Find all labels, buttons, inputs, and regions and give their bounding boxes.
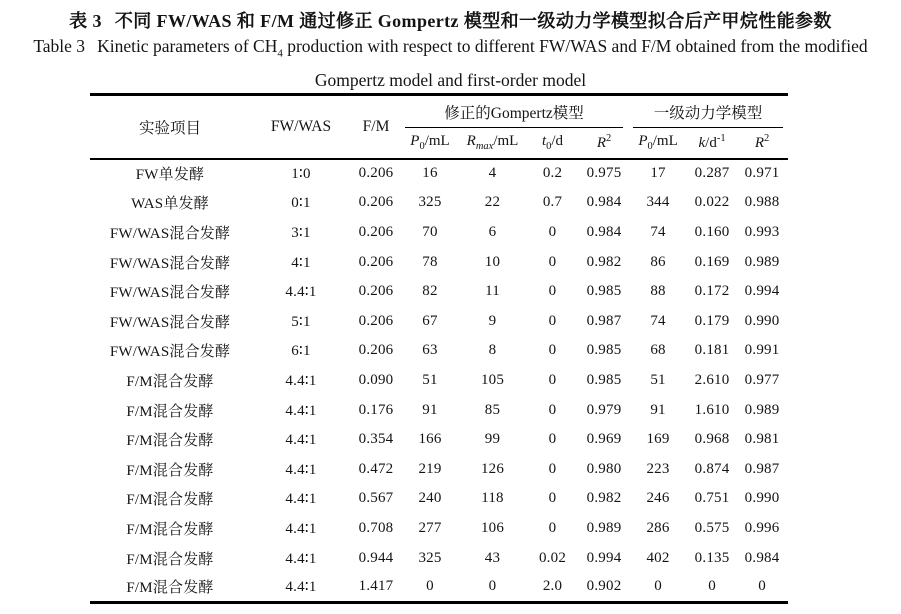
value-cell: 0.969	[586, 431, 622, 448]
value-cell: 78	[422, 253, 438, 270]
value-cell: 0.206	[358, 342, 394, 359]
value-cell: 4.4∶1	[285, 284, 317, 301]
value-cell: 0.902	[586, 578, 622, 595]
value-cell: 0	[548, 401, 557, 418]
value-cell: 82	[422, 283, 438, 300]
value-cell: 10	[484, 253, 501, 270]
value-cell: 16	[422, 165, 438, 182]
value-cell: 0.994	[744, 283, 780, 300]
table-row	[90, 159, 788, 189]
param-header-Rmax-per-mL: $R_{max}/mL$	[460, 128, 525, 159]
value-cell: 0.354	[358, 431, 394, 448]
experiment-label-cell: F/M混合发酵	[126, 521, 214, 538]
value-cell: 0.090	[358, 371, 394, 388]
value-cell: 0.984	[744, 549, 780, 566]
value-cell: 169	[646, 431, 670, 448]
table-title-zh	[0, 7, 901, 33]
value-cell: 43	[484, 549, 501, 566]
value-cell: 0.982	[586, 253, 622, 270]
value-cell: 0.022	[694, 194, 730, 211]
value-cell: 0.206	[358, 283, 394, 300]
table-title-zh-text: 不同 FW/WAS 和 F/M 通过修正 Gompertz 模型和一级动力学模型拟合后产甲烷性能参数	[114, 11, 832, 31]
table-number-en: Table 3	[33, 36, 86, 56]
experiment-label-cell: F/M混合发酵	[126, 373, 214, 390]
value-cell: 344	[646, 194, 670, 211]
table-row	[90, 484, 788, 514]
value-cell: 0.206	[358, 223, 394, 240]
value-cell: 1.417	[358, 578, 394, 595]
value-cell: 51	[422, 371, 438, 388]
value-cell: 0	[548, 253, 557, 270]
table-number-zh: 表 3	[69, 11, 102, 31]
value-cell: 22	[484, 194, 501, 211]
value-cell: 99	[484, 431, 501, 448]
value-cell: 219	[418, 460, 442, 477]
value-cell: 0.179	[694, 312, 730, 329]
value-cell: 0.980	[586, 460, 622, 477]
value-cell: 105	[480, 371, 505, 388]
table-title-en	[0, 33, 901, 93]
value-cell: 0.944	[358, 549, 394, 566]
value-cell: 2.610	[694, 371, 730, 388]
experiment-label-cell: FW/WAS混合发酵	[109, 314, 231, 331]
group-label-gompertz: 修正的Gompertz模型	[444, 104, 584, 122]
experiment-label-cell: F/M混合发酵	[126, 551, 214, 568]
experiment-label-cell: FW/WAS混合发酵	[109, 285, 231, 302]
value-cell: 0.971	[744, 165, 780, 182]
value-cell: 277	[418, 519, 442, 536]
value-cell: 4.4∶1	[285, 550, 317, 567]
value-cell: 4.4∶1	[285, 579, 317, 596]
table-row	[90, 218, 788, 248]
param-header-R-squared: $R^2$	[580, 128, 628, 159]
value-cell: 4.4∶1	[285, 491, 317, 508]
value-cell: 240	[418, 490, 442, 507]
value-cell: 63	[422, 342, 438, 359]
value-cell: 0∶1	[291, 195, 311, 212]
value-cell: 0.751	[694, 490, 730, 507]
value-cell: 0.2	[542, 165, 563, 182]
table-row	[90, 188, 788, 218]
experiment-label-cell: FW/WAS混合发酵	[109, 255, 231, 272]
table-row	[90, 366, 788, 396]
value-cell: 4.4∶1	[285, 432, 317, 449]
value-cell: 4.4∶1	[285, 520, 317, 537]
title-en-text-before-subscript: Kinetic parameters of CH	[97, 36, 278, 56]
value-cell: 88	[650, 283, 666, 300]
experiment-label-cell: F/M混合发酵	[126, 580, 214, 597]
table-title-en-line2: Gompertz model and first-order model	[314, 69, 587, 90]
table-title-en-line1	[0, 33, 901, 67]
value-cell: 4.4∶1	[285, 372, 317, 389]
table-row	[90, 514, 788, 544]
value-cell: 0.989	[744, 401, 780, 418]
value-cell: 246	[646, 490, 670, 507]
value-cell: 0.994	[586, 549, 622, 566]
value-cell: 0.206	[358, 253, 394, 270]
value-cell: 0	[654, 578, 662, 595]
experiment-label-cell: WAS单发酵	[131, 196, 209, 213]
value-cell: 4	[488, 165, 497, 182]
value-cell: 70	[422, 223, 438, 240]
value-cell: 11	[485, 283, 500, 300]
value-cell: 0.206	[358, 312, 394, 329]
col-header-f-m-ratio: F/M	[352, 95, 400, 159]
value-cell: 0.985	[586, 283, 622, 300]
value-cell: 5∶1	[291, 313, 311, 330]
value-cell: 0.984	[586, 194, 622, 211]
value-cell: 0.990	[744, 490, 780, 507]
value-cell: 0.206	[358, 165, 394, 182]
value-cell: 0.989	[744, 253, 780, 270]
value-cell: 0.985	[586, 342, 622, 359]
experiment-label-cell: F/M混合发酵	[126, 433, 214, 450]
group-header-first-order	[628, 95, 788, 128]
value-cell: 118	[481, 490, 504, 507]
value-cell: 6∶1	[291, 343, 311, 360]
value-cell: 0.984	[586, 223, 622, 240]
value-cell: 3∶1	[291, 224, 311, 241]
value-cell: 0	[548, 283, 557, 300]
value-cell: 0	[548, 519, 557, 536]
value-cell: 325	[418, 194, 442, 211]
value-cell: 0	[548, 460, 557, 477]
value-cell: 106	[480, 519, 505, 536]
table-row	[90, 336, 788, 366]
value-cell: 74	[650, 312, 666, 329]
group-header-modified-gompertz	[400, 95, 628, 128]
value-cell: 0.708	[358, 519, 394, 536]
value-cell: 0.977	[744, 371, 780, 388]
value-cell: 402	[646, 549, 670, 566]
value-cell: 67	[422, 312, 438, 329]
value-cell: 0	[548, 342, 557, 359]
value-cell: 8	[488, 342, 497, 359]
table-body	[90, 159, 788, 603]
table-row	[90, 247, 788, 277]
title-en-text-after-subscript: production with respect to different FW/WAS and F/M obtained from the modified	[282, 36, 868, 56]
value-cell: 0	[426, 578, 434, 595]
value-cell: 0.990	[744, 312, 780, 329]
value-cell: 0.472	[358, 460, 394, 477]
value-cell: 0.181	[694, 342, 730, 359]
experiment-label-cell: FW/WAS混合发酵	[109, 225, 231, 242]
value-cell: 86	[650, 253, 666, 270]
value-cell: 0.575	[694, 519, 730, 536]
value-cell: 4∶1	[291, 254, 311, 271]
value-cell: 0.7	[542, 194, 563, 211]
value-cell: 0.979	[586, 401, 622, 418]
value-cell: 0.975	[586, 165, 622, 182]
table-row	[90, 395, 788, 425]
param-header-P0-per-mL: $P_0/mL$	[628, 128, 688, 159]
value-cell: 223	[646, 460, 670, 477]
value-cell: 9	[488, 312, 497, 329]
value-cell: 0.135	[694, 549, 730, 566]
col-header-experiment: 实验项目	[90, 95, 250, 159]
experiment-label-cell: FW/WAS混合发酵	[109, 344, 231, 361]
value-cell: 0.176	[358, 401, 394, 418]
value-cell: 17	[650, 165, 666, 182]
group-label-first-order: 一级动力学模型	[653, 104, 763, 122]
param-header-k-per-d: $k/d^{-1}$	[688, 128, 736, 159]
value-cell: 0	[548, 312, 557, 329]
value-cell: 0.172	[694, 283, 730, 300]
value-cell: 286	[646, 519, 670, 536]
value-cell: 51	[650, 371, 666, 388]
ch4-subscript: 4	[277, 47, 283, 60]
experiment-label-cell: F/M混合发酵	[126, 403, 214, 420]
value-cell: 85	[484, 401, 501, 418]
value-cell: 0	[488, 578, 497, 595]
value-cell: 91	[422, 401, 438, 418]
value-cell: 0.987	[744, 460, 780, 477]
header-group-row	[90, 95, 788, 128]
value-cell: 2.0	[542, 578, 563, 595]
experiment-label-cell: F/M混合发酵	[126, 462, 214, 479]
value-cell: 0.996	[744, 519, 780, 536]
value-cell: 0.160	[694, 223, 730, 240]
kinetic-parameters-table	[90, 93, 788, 604]
value-cell: 166	[418, 431, 442, 448]
col-header-fw-was-ratio: FW/WAS	[250, 95, 352, 159]
value-cell: 4.4∶1	[285, 402, 317, 419]
value-cell: 0.206	[358, 194, 394, 211]
value-cell: 0	[548, 431, 557, 448]
value-cell: 0.567	[358, 490, 394, 507]
value-cell: 0	[548, 490, 557, 507]
value-cell: 91	[650, 401, 666, 418]
param-header-t0-per-d: $t_0/d$	[525, 128, 580, 159]
value-cell: 0	[758, 578, 766, 595]
value-cell: 0.169	[694, 253, 730, 270]
value-cell: 1.610	[694, 401, 730, 418]
value-cell: 0.993	[744, 223, 780, 240]
value-cell: 0.982	[586, 490, 622, 507]
value-cell: 0.981	[744, 431, 780, 448]
value-cell: 0	[708, 578, 716, 595]
param-header-R-squared: $R^2$	[736, 128, 788, 159]
value-cell: 325	[418, 549, 442, 566]
value-cell: 0.287	[694, 165, 730, 182]
value-cell: 0.988	[744, 194, 780, 211]
experiment-label-cell: F/M混合发酵	[126, 492, 214, 509]
table-row	[90, 543, 788, 573]
value-cell: 74	[650, 223, 666, 240]
value-cell: 0.874	[694, 460, 730, 477]
table-row	[90, 454, 788, 484]
param-header-P0-per-mL: $P_0/mL$	[400, 128, 460, 159]
value-cell: 0.991	[744, 342, 780, 359]
value-cell: 126	[480, 460, 505, 477]
value-cell: 0	[548, 223, 557, 240]
value-cell: 0.989	[586, 519, 622, 536]
value-cell: 0.968	[694, 431, 730, 448]
value-cell: 4.4∶1	[285, 461, 317, 478]
experiment-label-cell: FW单发酵	[135, 167, 205, 184]
table-row	[90, 277, 788, 307]
group-underline-first-order	[633, 101, 783, 128]
value-cell: 1∶0	[291, 166, 311, 183]
table-row	[90, 306, 788, 336]
value-cell: 0.02	[538, 549, 567, 566]
value-cell: 0.987	[586, 312, 622, 329]
value-cell: 6	[488, 223, 497, 240]
table-row	[90, 573, 788, 603]
group-underline-gompertz	[405, 101, 623, 128]
value-cell: 0	[548, 371, 557, 388]
table-row	[90, 425, 788, 455]
value-cell: 68	[650, 342, 666, 359]
value-cell: 0.985	[586, 371, 622, 388]
